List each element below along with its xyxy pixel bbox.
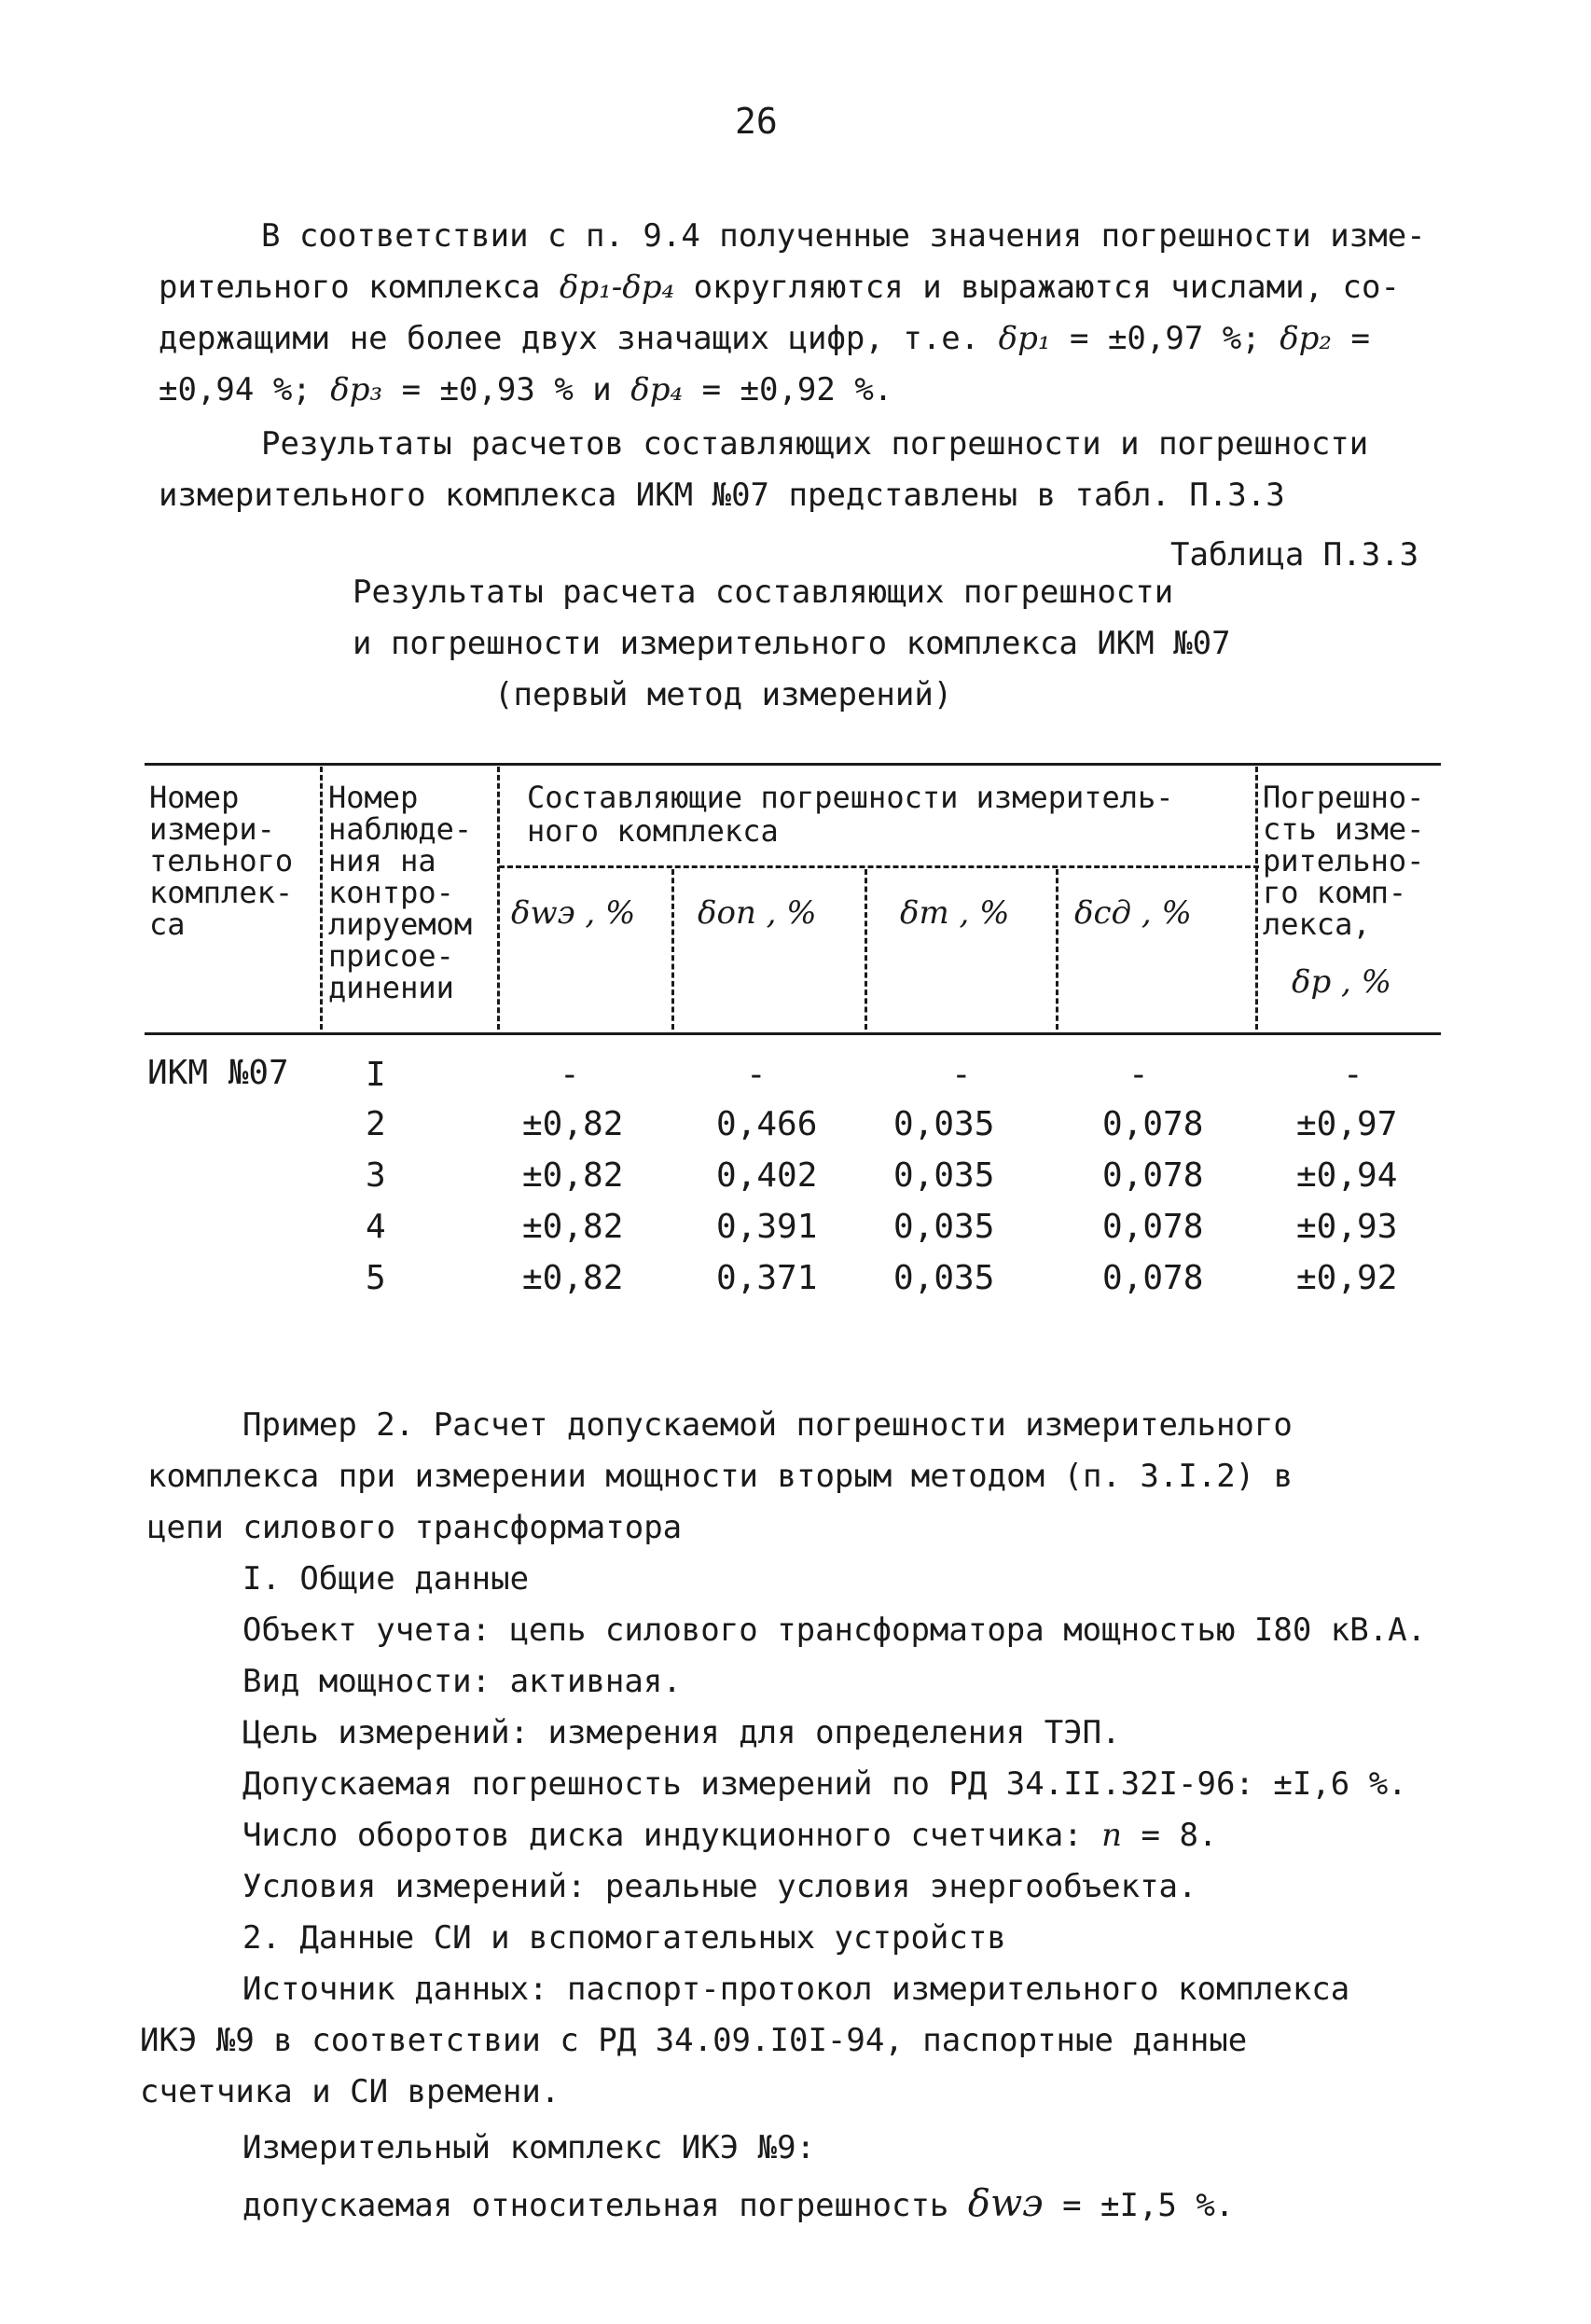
table-subheader-rule [499,865,1259,868]
cell-p: ±0,94 [1296,1156,1398,1195]
cell-p: ±0,93 [1296,1208,1398,1246]
example2-line3: цепи силового трансформатора [147,1509,683,1546]
para1-line3: держащими не более двух значащих цифр, т.е. δр₁ = ±0,97 %; δр₂ = [159,320,1371,357]
cell-op: 0,391 [716,1208,818,1246]
cell-op: 0,466 [716,1105,818,1143]
example2-line4: I. Общие данные [242,1560,530,1598]
cell-t: 0,035 [893,1105,995,1143]
header-sub-w: δwэ , % [511,894,636,932]
cell-p: - [1343,1056,1363,1094]
header-last-line: δр , % [1292,963,1391,1001]
header-col1-line: комплек- [149,875,294,910]
cell-w: - [560,1056,580,1094]
cell-sd: - [1128,1056,1149,1094]
example2-line9: Число оборотов диска индукционного счетчика: n = 8. [242,1817,1218,1854]
cell-op: 0,371 [716,1259,818,1297]
table-divider-2 [497,767,500,1030]
header-col1-line: тельного [149,843,294,878]
cell-p: ±0,92 [1296,1259,1398,1297]
cell-w: ±0,82 [522,1208,624,1246]
cell-n: I [366,1056,386,1094]
header-col2-line: присое- [328,938,454,974]
table-top-rule [145,763,1441,766]
example2-line8: Допускаемая погрешность измерений по РД 34.II.32I-96: ±I,6 %. [242,1765,1407,1803]
example2-line14: счетчика и СИ времени. [140,2073,560,2110]
header-group-line: ного комплекса [527,813,779,849]
header-col2-line: наблюде- [328,811,473,847]
example2-line2: комплекса при измерении мощности вторым методом (п. 3.I.2) в [147,1458,1294,1495]
header-last-line: рительно- [1263,843,1425,878]
header-last-line: Погрешно- [1263,780,1425,815]
example2-line11: 2. Данные СИ и вспомогательных устройств [242,1919,1006,1957]
para1-line1: В соответствии с п. 9.4 полученные значения погрешности изме- [261,217,1426,255]
para2-line2: измерительного комплекса ИКМ №07 представлены в табл. П.3.3 [159,477,1285,514]
table-divider-3 [671,869,674,1030]
header-col1-line: измери- [149,811,275,847]
cell-sd: 0,078 [1102,1208,1204,1246]
cell-sd: 0,078 [1102,1259,1204,1297]
header-last-line: го комп- [1263,875,1407,910]
table-label: Таблица П.3.3 [1170,536,1419,574]
header-sub-sd: δсд , % [1074,894,1192,932]
header-col2-line: контро- [328,875,454,910]
header-col2-line: Номер [328,780,419,815]
table-title-line2: и погрешности измерительного комплекса ИКМ №07 [353,625,1231,662]
table-divider-1 [320,767,323,1030]
table-divider-6 [1255,767,1258,1030]
para1-line4: ±0,94 %; δр₃ = ±0,93 % и δр₄ = ±0,92 %. [159,371,893,408]
cell-sd: 0,078 [1102,1156,1204,1195]
cell-n: 5 [366,1259,386,1297]
example2-line1: Пример 2. Расчет допускаемой погрешности измерительного [242,1406,1293,1444]
table-title-line3: (первый метод измерений) [494,676,953,713]
header-col2-line: динении [328,970,454,1005]
para2-line1: Результаты расчетов составляющих погрешности и погрешности [261,425,1369,463]
header-col1-line: са [149,906,186,942]
header-last-line: лекса, [1263,906,1371,942]
complex-name: ИКМ №07 [147,1054,289,1092]
example2-line7: Цель измерений: измерения для определения ТЭП. [242,1714,1121,1751]
cell-w: ±0,82 [522,1105,624,1143]
cell-n: 2 [366,1105,386,1143]
header-sub-op: δоп , % [698,894,817,932]
example2-line10: Условия измерений: реальные условия энергообъекта. [242,1868,1197,1905]
cell-n: 4 [366,1208,386,1246]
example2-line13: ИКЭ №9 в соответствии с РД 34.09.I0I-94, паспортные данные [140,2022,1248,2059]
example2-line16: допускаемая относительная погрешность δwэ = ±I,5 %. [242,2182,1235,2225]
example2-line12: Источник данных: паспорт-протокол измерительного комплекса [242,1971,1350,2008]
cell-sd: 0,078 [1102,1105,1204,1143]
cell-t: - [951,1056,972,1094]
example2-line6: Вид мощности: активная. [242,1663,682,1700]
page-number: 26 [735,101,778,142]
cell-t: 0,035 [893,1259,995,1297]
header-col2-line: лируемом [328,906,473,942]
cell-n: 3 [366,1156,386,1195]
table-title-line1: Результаты расчета составляющих погрешности [353,574,1174,611]
cell-p: ±0,97 [1296,1105,1398,1143]
cell-op: - [746,1056,767,1094]
table-divider-4 [865,869,867,1030]
table-divider-5 [1056,869,1058,1030]
cell-w: ±0,82 [522,1156,624,1195]
example2-line15: Измерительный комплекс ИКЭ №9: [242,2129,816,2166]
header-last-line: сть изме- [1263,811,1425,847]
header-group-line: Составляющие погрешности измеритель- [527,780,1174,815]
para1-line2: рительного комплекса δр₁-δр₄ округляются и выражаются числами, со- [159,269,1400,306]
cell-w: ±0,82 [522,1259,624,1297]
cell-op: 0,402 [716,1156,818,1195]
example2-line5: Объект учета: цепь силового трансформатора мощностью I80 кВ.А. [242,1612,1427,1649]
cell-t: 0,035 [893,1208,995,1246]
header-sub-t: δт , % [900,894,1010,932]
header-col1-line: Номер [149,780,240,815]
header-col2-line: ния на [328,843,436,878]
table-header-bottom-rule [145,1032,1441,1035]
cell-t: 0,035 [893,1156,995,1195]
